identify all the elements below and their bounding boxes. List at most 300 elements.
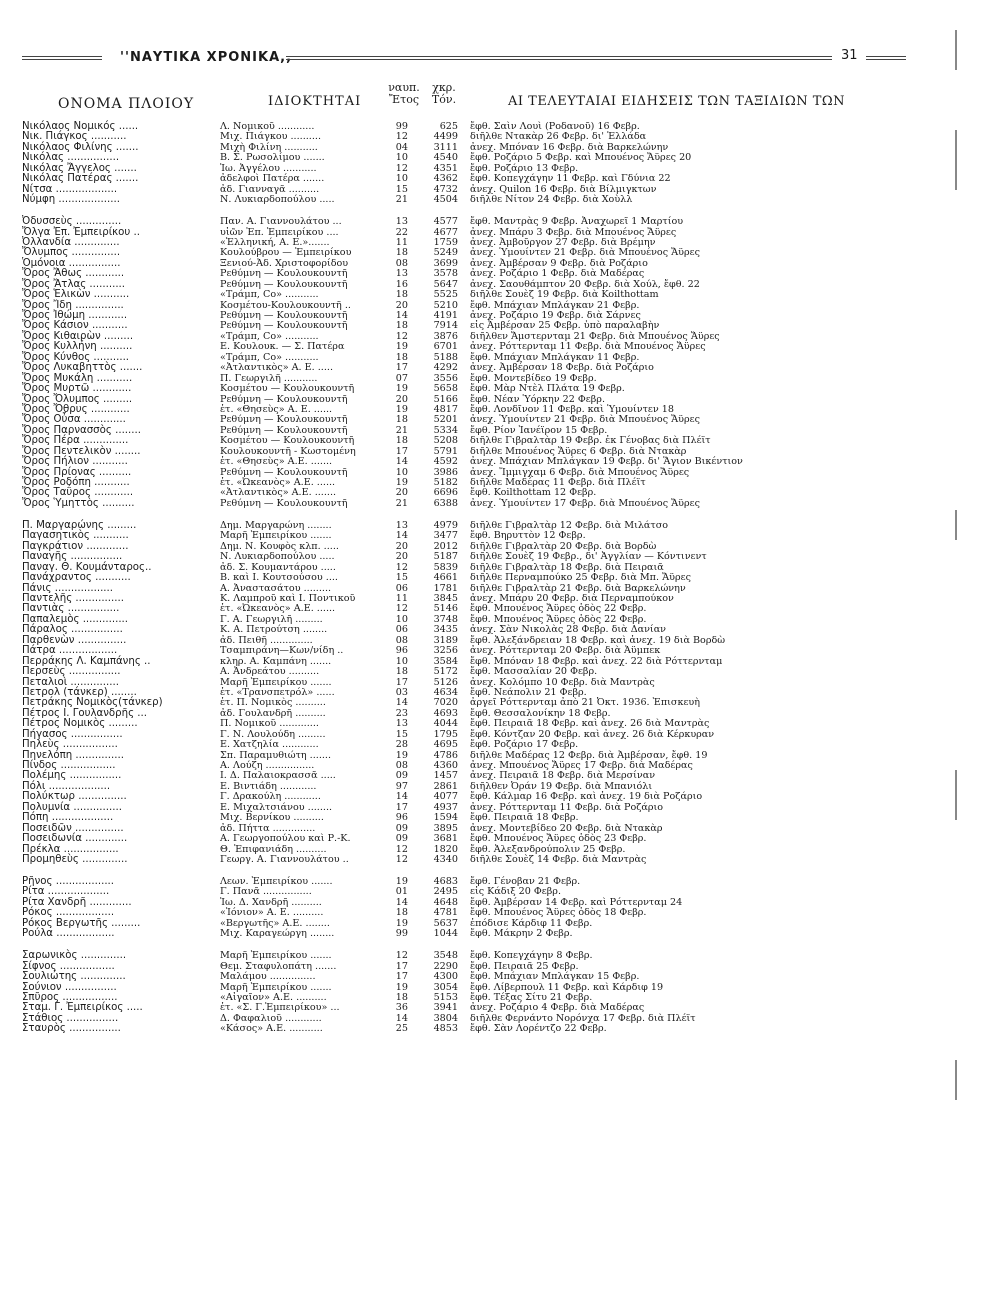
ship-name: Στάθιος ................ — [22, 1012, 119, 1024]
tonnage: 2861 — [433, 780, 458, 792]
build-year: 18 — [395, 991, 408, 1003]
owner-name: Μαρῆ Ἐμπειρίκου ....... — [220, 950, 332, 962]
tonnage: 3986 — [433, 466, 458, 478]
ship-name: Ὄρος Κιθαιρὼν ......... — [22, 330, 134, 342]
voyage-news: ἀνεχ. Quilon 16 Φεβρ. διὰ Βίλμιγκτων — [470, 183, 657, 195]
voyage-news: ἀνεχ. Ἴμμιγχαμ 6 Φεβρ. διὰ Μπουένος Ἄϋρες — [470, 466, 690, 478]
tonnage: 3699 — [433, 257, 458, 269]
build-year: 28 — [395, 739, 408, 751]
build-year: 14 — [395, 697, 408, 709]
ship-name: Πόλι ................... — [22, 780, 111, 792]
voyage-news: ἔφθ. Σὰν Λορέντζο 22 Φεβρ. — [470, 1023, 607, 1035]
col-ship-name: ΟΝΟΜΑ ΠΛΟΙΟΥ — [58, 96, 195, 112]
build-year: 12 — [395, 950, 408, 962]
ship-name: Ρίτα ................... — [22, 886, 110, 898]
ship-name: Νικόλαος Φιλίνης ....... — [22, 141, 139, 153]
ship-name: Ὄρος Πεντελικὸν ........ — [22, 445, 141, 457]
tonnage: 5166 — [433, 393, 458, 405]
tonnage: 7914 — [433, 320, 458, 332]
owner-name: Παν. Α. Γιαννουλάτου ... — [220, 216, 342, 228]
col-tonnage-top: χκρ. — [432, 81, 456, 94]
ship-name: Π. Μαργαρώνης ......... — [22, 519, 137, 531]
tonnage: 3111 — [433, 141, 458, 153]
table-row — [0, 195, 1000, 205]
owner-name: Ε. Μιχαλτσιάνου ........ — [220, 801, 333, 813]
page-number: 31 — [841, 48, 858, 63]
tonnage: 3578 — [433, 268, 458, 280]
build-year: 13 — [395, 216, 408, 228]
owner-name: Ν. Λυκιαρδοπούλου ..... — [220, 551, 335, 563]
tonnage: 5637 — [433, 917, 458, 929]
owner-name: ἀδ. Πήττα .............. — [220, 822, 316, 834]
build-year: 21 — [395, 424, 408, 436]
build-year: 08 — [395, 257, 408, 269]
build-year: 14 — [395, 530, 408, 542]
owner-name: Τσαμπιράνη—Κων/νίδη .. — [220, 645, 344, 657]
tonnage: 4693 — [433, 707, 458, 719]
ship-group — [0, 521, 1000, 865]
build-year: 01 — [395, 886, 408, 898]
build-year: 96 — [395, 812, 408, 824]
build-year: 21 — [395, 497, 408, 509]
owner-name: Ρεθύμνη — Κουλουκουντῆ — [220, 278, 348, 290]
tonnage: 5188 — [433, 351, 458, 363]
build-year: 18 — [395, 289, 408, 301]
voyage-news: διῆλθε Περναμπούκο 25 Φεβρ. διὰ Μπ. Ἄϋρες — [470, 572, 691, 584]
owner-name: «Τράμπ, Co» ........... — [220, 289, 319, 301]
ship-name: Ὄρος Ταΰρος ............ — [22, 487, 134, 499]
build-year: 18 — [395, 414, 408, 426]
ship-name: Πήγασος ................ — [22, 728, 123, 740]
ship-name: Ὄρος Πήλιον ........... — [22, 456, 128, 468]
build-year: 06 — [395, 582, 408, 594]
tonnage: 5172 — [433, 666, 458, 678]
build-year: 14 — [395, 791, 408, 803]
tonnage: 1795 — [433, 728, 458, 740]
owner-name: Ρεθύμνη — Κουλουκουντῆ — [220, 310, 348, 322]
build-year: 15 — [395, 572, 408, 584]
tonnage: 5647 — [433, 278, 458, 290]
ship-name: Ὄρος Ἄθως ............ — [22, 268, 125, 280]
tonnage: 4979 — [433, 519, 458, 531]
voyage-news: ἀνεχ. Ρόττερνταμ 20 Φεβρ. διὰ Ἀϋμπεκ — [470, 645, 661, 657]
ship-name: Ὄρος Ἰθώμη ............ — [22, 310, 128, 322]
voyage-news: ἀνεχ. Κολόμπο 10 Φεβρ. διὰ Μαντρὰς — [470, 676, 655, 688]
ship-name: Πόπη ................... — [22, 812, 114, 824]
table-row — [0, 740, 1000, 750]
ship-name: Ὄρος Ἑλικὼν ........... — [22, 289, 130, 301]
tonnage: 3477 — [433, 530, 458, 542]
ship-name: Παγκράτιον ............. — [22, 540, 129, 552]
voyage-news: ἐπόδισε Κάρδιφ 11 Φεβρ. — [470, 917, 593, 929]
voyage-news: ἀνεχ. Ὑμουίντεν 21 Φεβρ. διὰ Μπουένος Ἄϋρες — [470, 414, 700, 426]
build-year: 23 — [395, 707, 408, 719]
ship-name: Ὀλλανδία .............. — [22, 236, 120, 248]
voyage-news: ἔφθ. Κοπεγχάγην 11 Φεβρ. καὶ Γδύνια 22 — [470, 173, 671, 185]
ship-name: Ὄρος Πρίονας .......... — [22, 466, 132, 478]
owner-name: Ε. Κουλουκ. — Σ. Πατέρα — [220, 341, 345, 353]
build-year: 12 — [395, 162, 408, 174]
voyage-news: ἔφθ. Πειραιᾶ 25 Φεβρ. — [470, 960, 579, 972]
ship-name: Ὄρος Μυκάλη ........... — [22, 372, 133, 384]
owner-name: Γ. Πανᾶ ................ — [220, 886, 312, 898]
voyage-news: ἔφθ. Μπάχιαν Μπλάγκαν 15 Φεβρ. — [470, 971, 640, 983]
tonnage: 5153 — [433, 991, 458, 1003]
build-year: 11 — [395, 593, 408, 604]
owner-name: Β. καὶ Ι. Κουτσούσου .... — [220, 572, 338, 584]
ship-register-table — [0, 122, 1000, 1046]
ship-name: Ὄρος Μυρτῶ ............ — [22, 383, 132, 395]
voyage-news: διῆλθεν Ὀράν 19 Φεβρ. διὰ Μπανιόλι — [470, 780, 653, 792]
tonnage: 1457 — [433, 770, 458, 782]
build-year: 08 — [395, 760, 408, 771]
tonnage: 2495 — [433, 886, 458, 898]
voyage-news: ἔφθ. Μπουένος Ἄϋρες ὁδὸς 23 Φεβρ. — [470, 833, 647, 845]
owner-name: Π. Γεωργιλῆ ........... — [220, 372, 318, 384]
owner-name: «Τράμπ, Co» ........... — [220, 330, 319, 342]
tonnage: 2012 — [433, 540, 458, 552]
build-year: 18 — [395, 435, 408, 447]
owner-name: Ἰω. Ἀγγέλου ........... — [220, 162, 317, 174]
owner-name: ἑτ. Π. Νομικὸς .......... — [220, 697, 326, 709]
header-rule-left — [22, 56, 102, 60]
column-headers — [0, 80, 1000, 120]
build-year: 15 — [395, 728, 408, 740]
ship-name: Ποσειδωνία ............. — [22, 833, 128, 845]
owner-name: Α. Ἀνδρεάτου .......... — [220, 666, 320, 678]
ship-name: Προμηθεὺς .............. — [22, 853, 128, 865]
ship-name: Ὄρος Κάσιον ........... — [22, 320, 128, 332]
ship-name: Ὄρος Κύνθος ........... — [22, 351, 130, 363]
voyage-news: ἔφθ. Κόντζαν 20 Φεβρ. καὶ ἀνεχ. 26 διὰ Κέρκυραν — [470, 728, 715, 740]
build-year: 14 — [395, 456, 408, 468]
ship-name: Ὁμόνοια ................ — [22, 257, 121, 269]
build-year: 14 — [395, 1012, 408, 1024]
voyage-news: ἀνεχ. Ἀμβέρσαν 9 Φεβρ. διὰ Ροζάριο — [470, 257, 648, 269]
owner-name: Μαρῆ Ἐμπειρίκου ....... — [220, 530, 332, 542]
ship-name: Πέτρος Νομικὸς ......... — [22, 718, 138, 730]
build-year: 19 — [395, 341, 408, 353]
owner-name: Κοσμέτου — Κουλουκουντῆ — [220, 383, 355, 395]
tonnage: 5791 — [433, 445, 458, 457]
tonnage: 625 — [439, 121, 458, 132]
tonnage: 6388 — [433, 497, 458, 509]
tonnage: 3876 — [433, 330, 458, 342]
tonnage: 3748 — [433, 613, 458, 625]
voyage-news: διῆλθε Μαδέρας 11 Φεβρ. διὰ Πλέϊτ — [470, 477, 646, 489]
build-year: 15 — [395, 183, 408, 195]
table-row — [0, 499, 1000, 509]
owner-name: Α. Γεωργοπούλου καὶ Ρ.-Κ. — [220, 833, 351, 845]
build-year: 17 — [395, 676, 408, 688]
build-year: 06 — [395, 624, 408, 636]
owner-name: «Ἀτλαντικὸς» Α. Ε. ..... — [220, 362, 334, 374]
build-year: 17 — [395, 960, 408, 972]
ship-name: Ὄρος Λυκαβηττὸς ....... — [22, 362, 143, 374]
owner-name: Ι. Δ. Παλαιοκρασσᾶ ..... — [220, 770, 336, 782]
build-year: 08 — [395, 634, 408, 646]
tonnage: 4732 — [433, 183, 458, 195]
table-row — [0, 667, 1000, 677]
ship-name: Ὄρος Κυλλήνη .......... — [22, 341, 133, 353]
ship-name: Πηνελόπη ............... — [22, 749, 124, 761]
build-year: 09 — [395, 833, 408, 845]
ship-group — [0, 951, 1000, 1035]
tonnage: 3256 — [433, 645, 458, 657]
ship-name: Ὄρος Πέρα .............. — [22, 435, 129, 447]
build-year: 10 — [395, 173, 408, 185]
tonnage: 5146 — [433, 603, 458, 615]
owner-name: ἀδ. Πειθῆ .............. — [220, 634, 313, 646]
voyage-news: ἀνεχ. Πειραιᾶ 18 Φεβρ. διὰ Μερσίναν — [470, 770, 656, 782]
owner-name: Ἰω. Δ. Χανδρῆ .......... — [220, 896, 322, 908]
build-year: 12 — [395, 853, 408, 865]
tonnage: 4937 — [433, 801, 458, 813]
build-year: 96 — [395, 645, 408, 657]
tonnage: 4044 — [433, 718, 458, 730]
build-year: 18 — [395, 666, 408, 678]
ship-name: Σουλιώτης .............. — [22, 971, 126, 983]
owner-name: Ξενιού-Ἀδ. Χριστοφορίδου — [220, 257, 349, 269]
owner-name: «Ἑλληνική, Α. Ε.»....... — [220, 236, 330, 248]
ship-name: Σταυρὸς ................ — [22, 1023, 121, 1035]
owner-name: «Τράμπ, Co» ........... — [220, 351, 319, 363]
voyage-news: ἀνεχ. Μπόναν 16 Φεβρ. διὰ Βαρκελώνην — [470, 141, 669, 153]
ship-name: Ὄρος Ὑμηττὸς .......... — [22, 497, 135, 509]
tonnage: 4781 — [433, 907, 458, 919]
build-year: 14 — [395, 310, 408, 322]
owner-name: Μαρῆ Ἐμπειρίκου ....... — [220, 676, 332, 688]
ship-name: Παναγ. Θ. Κουμάνταρος.. — [22, 561, 152, 573]
voyage-news: ἀνεχ. Ὑμουίντεν 21 Φεβρ. διὰ Μπουένος Ἄϋρες — [470, 247, 700, 259]
voyage-news: ἀνεχ. Ροζάριο 19 Φεβρ. διὰ Σάρνες — [470, 310, 641, 322]
ship-name: Ρόκος .................. — [22, 907, 115, 919]
tonnage: 3054 — [433, 981, 458, 993]
voyage-news: ἀνεχ. Μπάρυ 3 Φεβρ. διὰ Μπουένος Ἄϋρες — [470, 226, 677, 238]
build-year: 09 — [395, 822, 408, 834]
tonnage: 5839 — [433, 561, 458, 573]
ship-name: Περράκης Λ. Καμπάνης .. — [22, 655, 151, 667]
ship-name: Πεταλιοὶ ............... — [22, 676, 119, 688]
tonnage: 4786 — [433, 749, 458, 761]
owner-name: ἑτ. «Τρανσπετρόλ» ...... — [220, 686, 335, 698]
owner-name: Λεων. Ἐμπειρίκου ....... — [220, 875, 333, 887]
page-header — [0, 0, 1000, 80]
ship-name: Νικόλας Πατέρας ....... — [22, 173, 139, 185]
owner-name: Θεμ. Σταφυλοπάτη ....... — [220, 960, 337, 972]
voyage-news: ἔφθ. Ἀλεξανδρούπολιν 25 Φεβρ. — [470, 843, 626, 855]
voyage-news: ἔφθ. Λονδῖνον 11 Φεβρ. καὶ Ὑμουίντεν 18 — [470, 403, 674, 415]
page-edge-mark — [955, 10, 957, 1270]
table-row — [0, 1024, 1000, 1034]
build-year: 19 — [395, 383, 408, 395]
tonnage: 5187 — [433, 551, 458, 563]
owner-name: Ρεθύμνη — Κουλουκουντῆ — [220, 320, 348, 332]
voyage-news: ἔφθ. Koilthottam 12 Φεβρ. — [470, 487, 597, 499]
tonnage: 4577 — [433, 216, 458, 228]
owner-name: Σπ. Παραμυθιώτη ....... — [220, 749, 332, 761]
owner-name: Κουλούβρου — Ἐμπειρίκου — [220, 247, 352, 259]
build-year: 16 — [395, 278, 408, 290]
ship-name: Ποσειδῶν ............... — [22, 822, 124, 834]
col-tonnage-bottom: Τόν. — [431, 93, 457, 106]
voyage-news: ἔφθ. Μπουένος Ἄϋρες ὁδὸς 22 Φεβρ. — [470, 613, 647, 625]
tonnage: 5525 — [433, 289, 458, 301]
ship-name: Ρίτα Χανδρῆ ............. — [22, 896, 132, 908]
ship-name: Παρθενὼν ............... — [22, 634, 127, 646]
tonnage: 4191 — [433, 310, 458, 322]
build-year: 10 — [395, 152, 408, 164]
tonnage: 5208 — [433, 435, 458, 447]
ship-name: Ρῆνος .................. — [22, 875, 115, 887]
build-year: 19 — [395, 875, 408, 887]
voyage-news: ἀνεχ. Μπάρυ 20 Φεβρ. διὰ Περναμπούκον — [470, 593, 674, 604]
build-year: 14 — [395, 896, 408, 908]
table-row — [0, 855, 1000, 865]
voyage-news: ἔφθ. Ἀμβέρσαν 14 Φεβρ. καὶ Ρόττερνταμ 24 — [470, 896, 683, 908]
ship-name: Πολύκτωρ ............... — [22, 791, 127, 803]
ship-name: Ὄλγα Ἐπ. Ἐμπειρίκου .. — [22, 226, 140, 238]
owner-name: Μαλάμου ............... — [220, 971, 316, 983]
voyage-news: ἔφθ. Ἀλεξάνδρειαν 18 Φεβρ. καὶ ἀνεχ. 19 διὰ Βορδὼ — [470, 634, 726, 646]
build-year: 18 — [395, 907, 408, 919]
owner-name: Κ. Α. Πετρούτση ........ — [220, 624, 328, 636]
owner-name: Δ. Φαφαλιοῦ ............ — [220, 1012, 322, 1024]
voyage-news: ἔφθ. Μπουένος Ἄϋρες ὁδὸς 18 Φεβρ. — [470, 907, 647, 919]
tonnage: 4853 — [433, 1023, 458, 1035]
ship-name: Σούνιον ................ — [22, 981, 117, 993]
build-year: 19 — [395, 917, 408, 929]
voyage-news: ἀνεχ. Ρόττερνταμ 11 Φεβρ. διὰ Μπουένος Ἄϋρες — [470, 341, 706, 353]
tonnage: 5210 — [433, 299, 458, 311]
build-year: 20 — [395, 540, 408, 552]
journal-title: ''ΝΑΥΤΙΚΑ ΧΡΟΝΙΚΑ,, — [120, 50, 293, 65]
ship-name: Πρέκλα ................. — [22, 843, 119, 855]
voyage-news: ἔφθ. Ροζάριο 5 Φεβρ. καὶ Μπουένος Ἄϋρες 20 — [470, 152, 692, 164]
ship-name: Παντελῆς ............... — [22, 593, 124, 604]
tonnage: 6701 — [433, 341, 458, 353]
ship-name: Νίτσα ................... — [22, 183, 118, 195]
build-year: 11 — [395, 236, 408, 248]
voyage-news: διῆλθε Γιβραλτὰρ 18 Φεβρ. διὰ Πειραιᾶ — [470, 561, 664, 573]
build-year: 21 — [395, 194, 408, 206]
ship-name: Ὄρος Παρνασσὸς ........ — [22, 424, 141, 436]
header-rule-right — [286, 56, 832, 60]
ship-name: Παναγῆς ................ — [22, 551, 123, 563]
owner-name: Ρεθύμνη — Κουλουκουντῆ — [220, 497, 348, 509]
ship-name: Παγασητικὸς ........... — [22, 530, 129, 542]
build-year: 09 — [395, 770, 408, 782]
owner-name: «Κάσος» Α.Ε. ........... — [220, 1023, 323, 1035]
voyage-news: ἀνεχ. Μπάχιαν Μπλάγκαν 19 Φεβρ. δι' Ἅγιον Βικέντιον — [470, 456, 743, 468]
ship-name: Νύμφη ................... — [22, 194, 120, 206]
owner-name: «Αἰγαῖον» Α.Ε. .......... — [220, 991, 327, 1003]
voyage-news: ἔφθ. Μπόναν 18 Φεβρ. καὶ ἀνεχ. 22 διὰ Ρόττερνταμ — [470, 655, 723, 667]
build-year: 19 — [395, 749, 408, 761]
build-year: 04 — [395, 141, 408, 153]
owner-name: ἑτ. «Θησεὺς» Α.Ε. ....... — [220, 456, 333, 468]
voyage-news: διῆλθε Μπουένος Ἄϋρες 6 Φεβρ. διὰ Ντακὰρ — [470, 445, 687, 457]
tonnage: 4340 — [433, 853, 458, 865]
tonnage: 3941 — [433, 1002, 458, 1014]
tonnage: 3845 — [433, 593, 458, 604]
voyage-news: ἀνεχ. Μπουένος Ἄϋρες 17 Φεβρ. διὰ Μαδέρας — [470, 760, 693, 771]
owner-name: Ρεθύμνη — Κουλουκουντῆ — [220, 414, 348, 426]
build-year: 12 — [395, 843, 408, 855]
owner-name: Γ. Α. Γεωργιλῆ ......... — [220, 613, 323, 625]
voyage-news: ἔφθ. Τέξας Σίτυ 21 Φεβρ. — [470, 991, 593, 1003]
voyage-news: ἀνεχ. Σὰν Νικολὰς 28 Φεβρ. διὰ Δανίαν — [470, 624, 667, 636]
tonnage: 3681 — [433, 833, 458, 845]
tonnage: 5658 — [433, 383, 458, 395]
build-year: 17 — [395, 362, 408, 374]
voyage-news: ἔφθ. Σαὶν Λουὶ (Ροδανοῦ) 16 Φεβρ. — [470, 121, 640, 132]
header-rule-end — [866, 56, 906, 60]
ship-name: Ὄρος Ἴδη ............... — [22, 299, 124, 311]
build-year: 10 — [395, 466, 408, 478]
tonnage: 5249 — [433, 247, 458, 259]
tonnage: 4677 — [433, 226, 458, 238]
ship-name: Σταμ. Γ. Ἐμπειρίκος ..... — [22, 1002, 143, 1014]
ship-name: Νικόλαος Νομικός ...... — [22, 121, 139, 132]
table-row — [0, 972, 1000, 982]
voyage-news: εἰς Κάδιξ 20 Φεβρ. — [470, 886, 562, 898]
owner-name: «Ἀτλαντικὸς» Α.Ε. ....... — [220, 487, 337, 499]
tonnage: 4504 — [433, 194, 458, 206]
ship-name: Σαρωνικὸς .............. — [22, 950, 127, 962]
tonnage: 4683 — [433, 875, 458, 887]
owner-name: ἀδ. Γουλανδρῆ .......... — [220, 707, 326, 719]
ship-group — [0, 217, 1000, 509]
ship-name: Ρόκος Βεργωτῆς ......... — [22, 917, 141, 929]
owner-name: Μιχ. Πιάγκου .......... — [220, 131, 321, 143]
ship-name: Πετράκης Νομικὸς(τάνκερ) — [22, 697, 163, 709]
ship-name: Σίφνος ................. — [22, 960, 115, 972]
owner-name: Μιχ. Βερνίκου .......... — [220, 812, 324, 824]
voyage-news: ἔφθ. Λίβερπουλ 11 Φεβρ. καὶ Κάρδιφ 19 — [470, 981, 664, 993]
owner-name: υἱῶν Ἐπ. Ἐμπειρίκου .... — [220, 226, 339, 238]
voyage-news: ἀνεχ. Ροζάριο 4 Φεβρ. διὰ Μαδέρας — [470, 1002, 645, 1014]
voyage-news: ἔφθ. Νέαν Ὑόρκην 22 Φεβρ. — [470, 393, 605, 405]
tonnage: 1594 — [433, 812, 458, 824]
tonnage: 4499 — [433, 131, 458, 143]
ship-name: Ὄρος Ἄτλας ........... — [22, 278, 126, 290]
ship-name: Πανάχραντος ........... — [22, 572, 131, 584]
voyage-news: ἔφθ. Βηρυττὸν 12 Φεβρ. — [470, 530, 586, 542]
owner-name: Ρεθύμνη — Κουλουκουντῆ — [220, 466, 348, 478]
build-year: 20 — [395, 299, 408, 311]
ship-name: Ὄρος Ὄθρυς ............ — [22, 403, 130, 415]
voyage-news: διῆλθε Γιβραλτὰρ 12 Φεβρ. διὰ Μιλάτσο — [470, 519, 669, 531]
build-year: 22 — [395, 226, 408, 238]
tonnage: 4817 — [433, 403, 458, 415]
owner-name: Β. Σ. Ρωσολίμου ....... — [220, 152, 325, 164]
build-year: 17 — [395, 971, 408, 983]
voyage-news: διῆλθεν Ἄμστερνταμ 21 Φεβρ. διὰ Μπουένος Ἄϋρες — [470, 330, 720, 342]
tonnage: 5126 — [433, 676, 458, 688]
build-year: 12 — [395, 561, 408, 573]
tonnage: 4077 — [433, 791, 458, 803]
voyage-news: ἀνεχ. Μοντεβίδεο 20 Φεβρ. διὰ Ντακὰρ — [470, 822, 663, 834]
tonnage: 4300 — [433, 971, 458, 983]
build-year: 12 — [395, 330, 408, 342]
ship-group — [0, 122, 1000, 206]
tonnage: 4661 — [433, 572, 458, 584]
owner-name: Κοσμέτου-Κουλουκουντῆ .. — [220, 299, 351, 311]
voyage-news: ἔφθ. Μπάχιαν Μπλάγκαν 21 Φεβρ. — [470, 299, 640, 311]
voyage-news: ἔφθ. Ροζάριο 13 Φεβρ. — [470, 162, 579, 174]
build-year: 20 — [395, 393, 408, 405]
